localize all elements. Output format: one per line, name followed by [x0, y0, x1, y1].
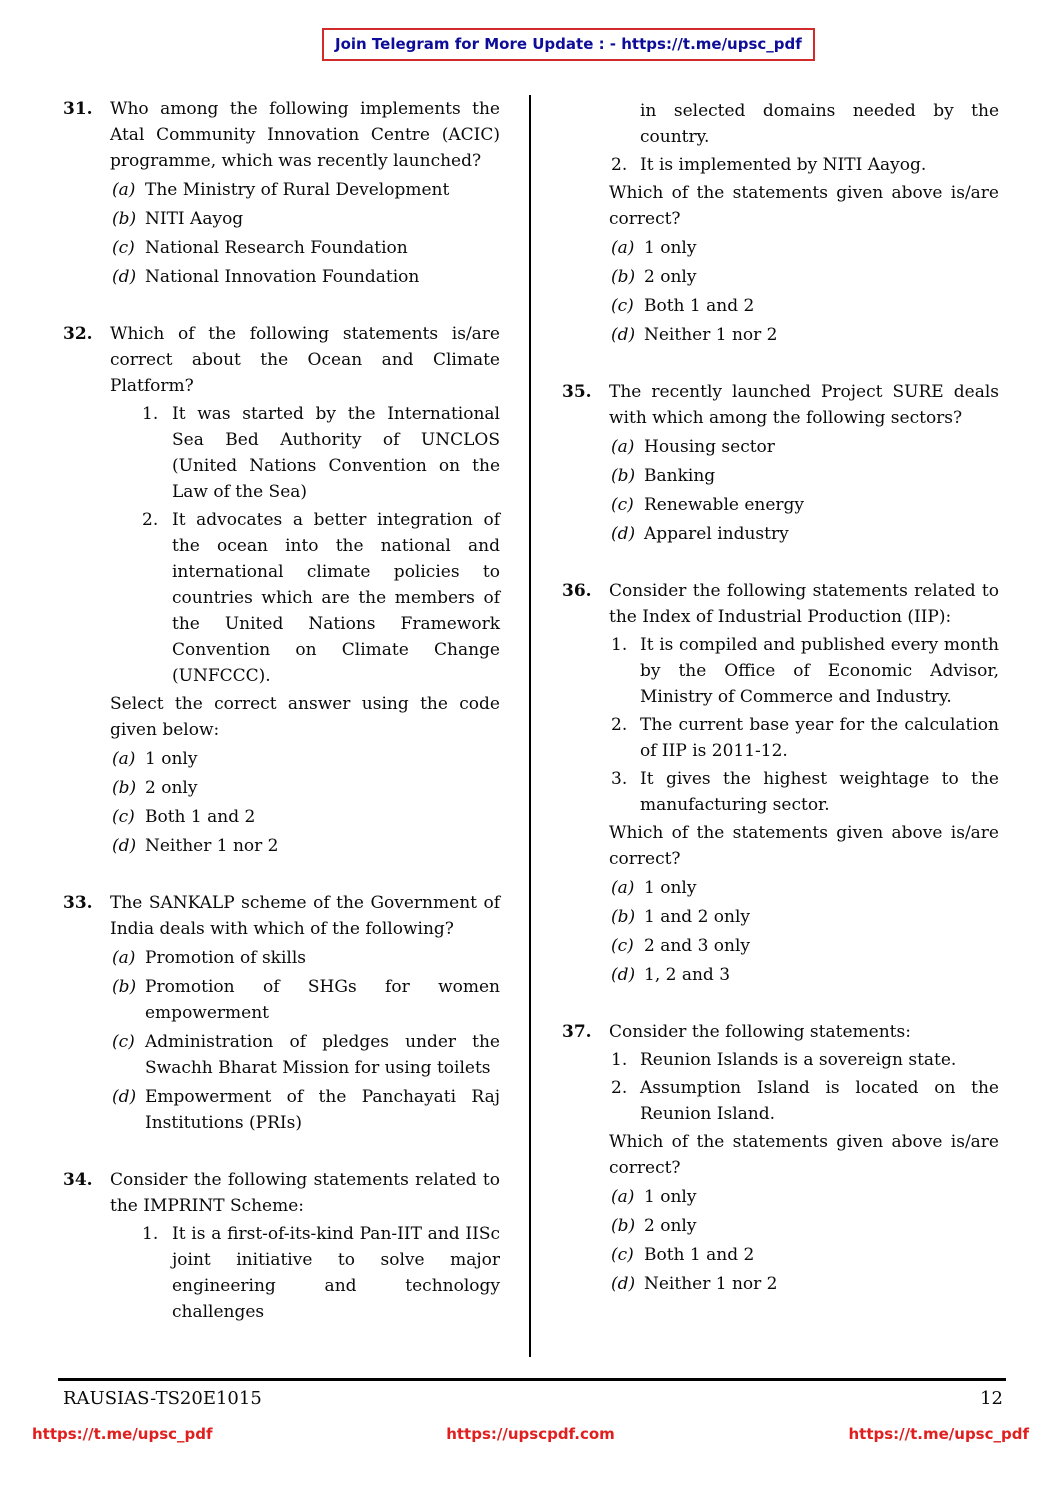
option-d	[611, 962, 999, 988]
option-text: Promotion of SHGs for women empowerment	[145, 977, 500, 1023]
option-letter: (d)	[611, 965, 636, 985]
option-text: Both 1 and 2	[644, 296, 755, 316]
question-stem: Which of the following statements is/are correct about the Ocean and Climate Platform?	[110, 324, 500, 396]
option-text: 1, 2 and 3	[644, 965, 731, 985]
statement-number: 2.	[611, 715, 628, 735]
statement-1	[611, 1047, 999, 1073]
option-letter: (b)	[112, 977, 137, 997]
option-letter: (d)	[611, 325, 636, 345]
statement-3	[611, 766, 999, 818]
option-text: Neither 1 nor 2	[145, 836, 279, 856]
option-c	[611, 492, 999, 518]
option-letter: (d)	[611, 524, 636, 544]
option-c	[611, 933, 999, 959]
instruction-text: Select the correct answer using the code given below:	[110, 694, 500, 740]
statement-number: 1.	[611, 1050, 628, 1070]
statement-text: It is compiled and published every month by the Office of Economic Advisor, Ministry of Commerce and Industry.	[640, 635, 999, 707]
footer-meta	[63, 1386, 1003, 1412]
question-31	[63, 96, 500, 174]
footer-link-upscpdf-center[interactable]: https://upscpdf.com	[446, 1425, 615, 1443]
statement-text: It gives the highest weightage to the manufacturing sector.	[640, 769, 999, 815]
question-32	[63, 321, 500, 399]
option-letter: (a)	[112, 180, 136, 200]
statement-number: 3.	[611, 769, 628, 789]
option-text: Empowerment of the Panchayati Raj Institutions (PRIs)	[145, 1087, 500, 1133]
option-c	[611, 1242, 999, 1268]
statement-number: 1.	[142, 404, 159, 424]
option-text: National Research Foundation	[145, 238, 408, 258]
option-text: Banking	[644, 466, 716, 486]
question-stem: Consider the following statements:	[609, 1022, 911, 1042]
question-33	[63, 890, 500, 942]
option-text: 2 only	[145, 778, 198, 798]
option-text: Promotion of skills	[145, 948, 307, 968]
option-letter: (a)	[611, 878, 635, 898]
telegram-banner-text: Join Telegram for More Update : - https://t.me/upsc_pdf	[335, 35, 802, 53]
footer-rule	[58, 1378, 1006, 1381]
option-letter: (c)	[112, 807, 135, 827]
question-35	[562, 379, 999, 431]
option-letter: (c)	[112, 1032, 135, 1052]
option-text: NITI Aayog	[145, 209, 244, 229]
option-c	[611, 293, 999, 319]
option-text: The Ministry of Rural Development	[145, 180, 450, 200]
statement-text: The current base year for the calculation of IIP is 2011-12.	[640, 715, 999, 761]
instruction-text: Which of the statements given above is/are correct?	[609, 823, 999, 869]
statement-text: It is a first-of-its-kind Pan-IIT and IISc joint initiative to solve major engineering and technology challenges	[172, 1224, 500, 1322]
option-letter: (d)	[112, 836, 137, 856]
statement-number: 1.	[142, 1224, 159, 1244]
left-column	[63, 96, 500, 1325]
option-c	[112, 235, 500, 261]
question-stem: Who among the following implements the Atal Community Innovation Centre (ACIC) programme, which was recently launched?	[110, 99, 500, 171]
option-text: Both 1 and 2	[145, 807, 256, 827]
telegram-banner-link[interactable]	[322, 28, 815, 61]
statement-text: Reunion Islands is a sovereign state.	[640, 1050, 957, 1070]
statement-text: It was started by the International Sea Bed Authority of UNCLOS (United Nations Convention on the Law of the Sea)	[172, 404, 500, 502]
option-text: Neither 1 nor 2	[644, 1274, 778, 1294]
option-letter: (b)	[112, 778, 137, 798]
statement-number: 2.	[611, 155, 628, 175]
option-text: Apparel industry	[644, 524, 789, 544]
statement-text: It is implemented by NITI Aayog.	[640, 155, 927, 175]
statement-2	[611, 712, 999, 764]
statement-2	[142, 507, 500, 689]
option-d	[611, 322, 999, 348]
option-a	[112, 177, 500, 203]
option-b	[112, 974, 500, 1026]
column-divider	[529, 95, 531, 1357]
option-letter: (d)	[112, 267, 137, 287]
option-letter: (c)	[611, 495, 634, 515]
option-a	[611, 434, 999, 460]
option-letter: (a)	[611, 437, 635, 457]
question-number: 31.	[63, 99, 93, 119]
option-letter: (b)	[611, 466, 636, 486]
option-letter: (d)	[112, 1087, 137, 1107]
option-a	[112, 945, 500, 971]
statement-number: 2.	[142, 510, 159, 530]
statement-1	[142, 1221, 500, 1325]
option-a	[611, 875, 999, 901]
doc-code: RAUSIAS-TS20E1015	[63, 1388, 262, 1409]
question-number: 37.	[562, 1022, 592, 1042]
option-letter: (b)	[611, 907, 636, 927]
option-text: Both 1 and 2	[644, 1245, 755, 1265]
option-text: 1 only	[145, 749, 198, 769]
instruction-text: Which of the statements given above is/are correct?	[609, 183, 999, 229]
instruction-text: Which of the statements given above is/are correct?	[609, 1132, 999, 1178]
option-c	[112, 1029, 500, 1081]
option-text: 2 only	[644, 1216, 697, 1236]
option-text: Housing sector	[644, 437, 775, 457]
option-letter: (c)	[112, 238, 135, 258]
footer-link-telegram-left[interactable]: https://t.me/upsc_pdf	[32, 1425, 213, 1443]
option-letter: (a)	[611, 238, 635, 258]
statement-1	[142, 401, 500, 505]
option-b	[112, 206, 500, 232]
statement-text: Assumption Island is located on the Reunion Island.	[640, 1078, 999, 1124]
statement-continuation: in selected domains needed by the country.	[640, 101, 999, 147]
option-d	[112, 1084, 500, 1136]
question-stem: The recently launched Project SURE deals with which among the following sectors?	[609, 382, 999, 428]
option-text: 1 only	[644, 238, 697, 258]
option-text: Administration of pledges under the Swachh Bharat Mission for using toilets	[145, 1032, 500, 1078]
statement-2	[611, 1075, 999, 1127]
option-text: 1 only	[644, 1187, 697, 1207]
option-a	[611, 1184, 999, 1210]
option-b	[611, 904, 999, 930]
question-36	[562, 578, 999, 630]
statement-text: It advocates a better integration of the ocean into the national and international climate policies to countries which are the members of the United Nations Framework Convention on Climate Change (UNFCCC).	[172, 510, 500, 686]
option-letter: (c)	[611, 296, 634, 316]
question-stem: The SANKALP scheme of the Government of India deals with which of the following?	[110, 893, 500, 939]
statement-1	[611, 632, 999, 710]
option-text: 1 only	[644, 878, 697, 898]
question-34	[63, 1167, 500, 1219]
option-letter: (c)	[611, 1245, 634, 1265]
option-text: Renewable energy	[644, 495, 805, 515]
option-a	[112, 746, 500, 772]
option-d	[112, 264, 500, 290]
footer-link-telegram-right[interactable]: https://t.me/upsc_pdf	[848, 1425, 1029, 1443]
option-letter: (d)	[611, 1274, 636, 1294]
option-b	[611, 1213, 999, 1239]
option-letter: (b)	[611, 267, 636, 287]
option-b	[611, 463, 999, 489]
statement-number: 1.	[611, 635, 628, 655]
option-letter: (a)	[112, 749, 136, 769]
footer-links	[32, 1424, 1029, 1444]
question-number: 35.	[562, 382, 592, 402]
question-stem: Consider the following statements related to the Index of Industrial Production (IIP):	[609, 581, 999, 627]
question-number: 32.	[63, 324, 93, 344]
option-letter: (a)	[112, 948, 136, 968]
option-text: National Innovation Foundation	[145, 267, 420, 287]
option-letter: (b)	[611, 1216, 636, 1236]
option-text: Neither 1 nor 2	[644, 325, 778, 345]
option-text: 2 and 3 only	[644, 936, 751, 956]
page-number: 12	[980, 1388, 1003, 1409]
option-text: 2 only	[644, 267, 697, 287]
option-c	[112, 804, 500, 830]
option-a	[611, 235, 999, 261]
question-number: 34.	[63, 1170, 93, 1190]
option-d	[611, 521, 999, 547]
option-d	[611, 1271, 999, 1297]
option-letter: (b)	[112, 209, 137, 229]
right-column	[562, 96, 999, 1297]
statement-2	[611, 152, 999, 178]
option-letter: (c)	[611, 936, 634, 956]
option-b	[112, 775, 500, 801]
question-number: 33.	[63, 893, 93, 913]
question-37	[562, 1019, 999, 1045]
statement-number: 2.	[611, 1078, 628, 1098]
option-d	[112, 833, 500, 859]
option-b	[611, 264, 999, 290]
option-letter: (a)	[611, 1187, 635, 1207]
option-text: 1 and 2 only	[644, 907, 751, 927]
question-number: 36.	[562, 581, 592, 601]
question-stem: Consider the following statements related to the IMPRINT Scheme:	[110, 1170, 500, 1216]
